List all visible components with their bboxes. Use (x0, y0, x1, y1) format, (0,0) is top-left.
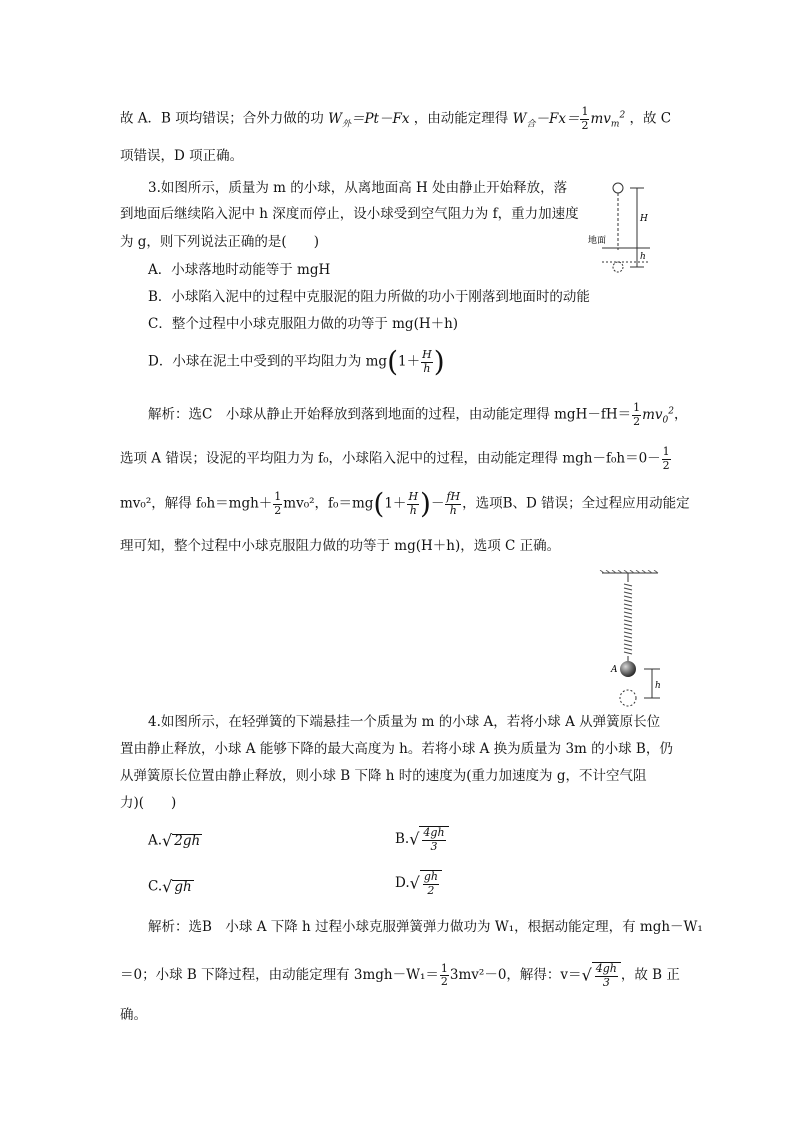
q4-label-h: h (655, 681, 661, 691)
q4-stem-line-3: 从弹簧原长位置由静止释放，则小球 B 下降 h 时的速度为(重力加速度为 g，不计空气阻 (120, 768, 647, 784)
q3-stem-line-3: 为 g，则下列说法正确的是( ) (120, 234, 319, 250)
q3-solution-line-4: 理可知，整个过程中小球克服阻力做的功等于 mg(H＋h)，选项 C 正确。 (120, 538, 561, 554)
q4-option-a-label: A. (148, 832, 163, 849)
q4-option-d-label: D. (395, 875, 410, 892)
q4-option-d: D.√ $\frac{gh}{2}$ (395, 870, 442, 897)
q3-solution-line-3: mv₀²，解得 f₀h＝mgh＋ $\frac{1}{2}$ mv₀²，f₀＝mg(1＋ $\frac{H}{h}$ )－ $\frac{fH}{h}$ ，选项B、D 错误；全过程应用动能定 (120, 487, 690, 520)
prev-line-1-text-b: ，由动能定理得 (413, 110, 509, 127)
q4-label-A: A (611, 665, 618, 675)
q3-solution-line-3-text-b: mv₀²，f₀＝mg (283, 495, 374, 512)
q3-option-c: C．整个过程中小球克服阻力做的功等于 mg(H＋h) (148, 316, 459, 332)
prev-line-2: 项错误，D 项正确。 (120, 148, 244, 164)
q4-option-a: A.√ 2gh (148, 831, 201, 850)
q3-solution-line-2-text: 选项 A 错误；设泥的平均阻力为 f₀，小球陷入泥中的过程，由动能定理得 mgh－f₀h＝0－ (120, 450, 661, 467)
q3-option-b: B．小球陷入泥中的过程中克服泥的阻力所做的功小于刚落到地面时的动能 (148, 289, 590, 305)
prev-line-1 (120, 106, 671, 132)
q4-figure (594, 570, 664, 710)
q4-solution-line-3: 确。 (120, 1007, 147, 1023)
q3-solution-line-3-text-a: mv₀²，解得 f₀h＝mgh＋ (120, 495, 273, 512)
q4-option-c-label: C. (148, 878, 163, 895)
q4-option-b: B.√ $\frac{4gh}{3}$ (395, 826, 449, 853)
q4-stem-line-2: 置由静止释放，小球 A 能够下降的最大高度为 h。若将小球 A 换为质量为 3m 的小球 B，仍 (120, 741, 673, 757)
q4-solution-line-1: 解析：选B 小球 A 下降 h 过程小球克服弹簧弹力做功为 W₁，根据动能定理，有 mgh－W₁ (148, 919, 703, 935)
eq-kinetic-energy: $W_合-Fx=$ $\frac{1}{2}$ $mv_m^2$ (512, 105, 626, 132)
q3-solution-line-3-text-c: ，选项B、D 错误；全过程应用动能定 (462, 495, 690, 512)
q3-solution-line-1-text: 解析：选C 小球从静止开始释放到落到地面的过程，由动能定理得 mgH－fH＝ (148, 406, 632, 423)
q3-solution-line-2: 选项 A 错误；设泥的平均阻力为 f₀，小球陷入泥中的过程，由动能定理得 mgh－f₀h＝0－ $\frac{1}{2}$ (120, 445, 670, 472)
q3-solution-line-1: 解析：选C 小球从静止开始释放到落到地面的过程，由动能定理得 mgH－fH＝ $\frac{1}{2}$ $mv_0^2$， (148, 401, 688, 428)
ball-outline (620, 690, 636, 706)
q3-option-d-text: D．小球在泥土中受到的平均阻力为 mg (148, 353, 388, 370)
q3-stem-line-2: 到地面后继续陷入泥中 h 深度而停止，设小球受到空气阻力为 f，重力加速度 (120, 206, 579, 222)
q4-solution-line-2: ＝0；小球 B 下降过程，由动能定理有 3mgh－W₁＝ $\frac{1}{2}$ 3mv²－0，解得：v＝√ $\frac{4gh}{3}$ ，故 B 正 (120, 961, 680, 989)
q4-option-b-label: B. (395, 831, 410, 848)
q3-label-h: h (640, 252, 646, 262)
q3-label-H: H (640, 214, 648, 224)
q4-solution-line-2-text-b: 3mv²－0，解得：v＝ (449, 967, 582, 984)
q3-option-d: D．小球在泥土中受到的平均阻力为 mg(1＋ $\frac{H}{h}$ ) (148, 345, 445, 378)
q4-solution-line-2-text-c: ，故 B 正 (620, 967, 680, 984)
q3-option-a: A．小球落地时动能等于 mgH (148, 262, 331, 278)
eq-work-total: $W_外=Pt-Fx$ (328, 110, 410, 130)
q4-solution-line-2-text-a: ＝0；小球 B 下降过程，由动能定理有 3mgh－W₁＝ (120, 967, 439, 984)
q4-stem-line-4: 力)( ) (120, 795, 177, 811)
q3-stem-line-1: 3.如图所示，质量为 m 的小球，从离地面高 H 处由静止开始释放，落 (148, 180, 568, 196)
q3-figure (588, 178, 668, 278)
q4-stem-line-1: 4.如图所示，在轻弹簧的下端悬挂一个质量为 m 的小球 A，若将小球 A 从弹簧原长位 (148, 714, 661, 730)
prev-line-1-text-c: ，故 C (629, 110, 672, 127)
q3-label-ground: 地面 (588, 236, 607, 246)
prev-line-1-text-a: 故 A．B 项均错误；合外力做的功 (120, 110, 324, 127)
q4-option-c: C.√ gh (148, 877, 192, 896)
ball-a (620, 661, 636, 677)
